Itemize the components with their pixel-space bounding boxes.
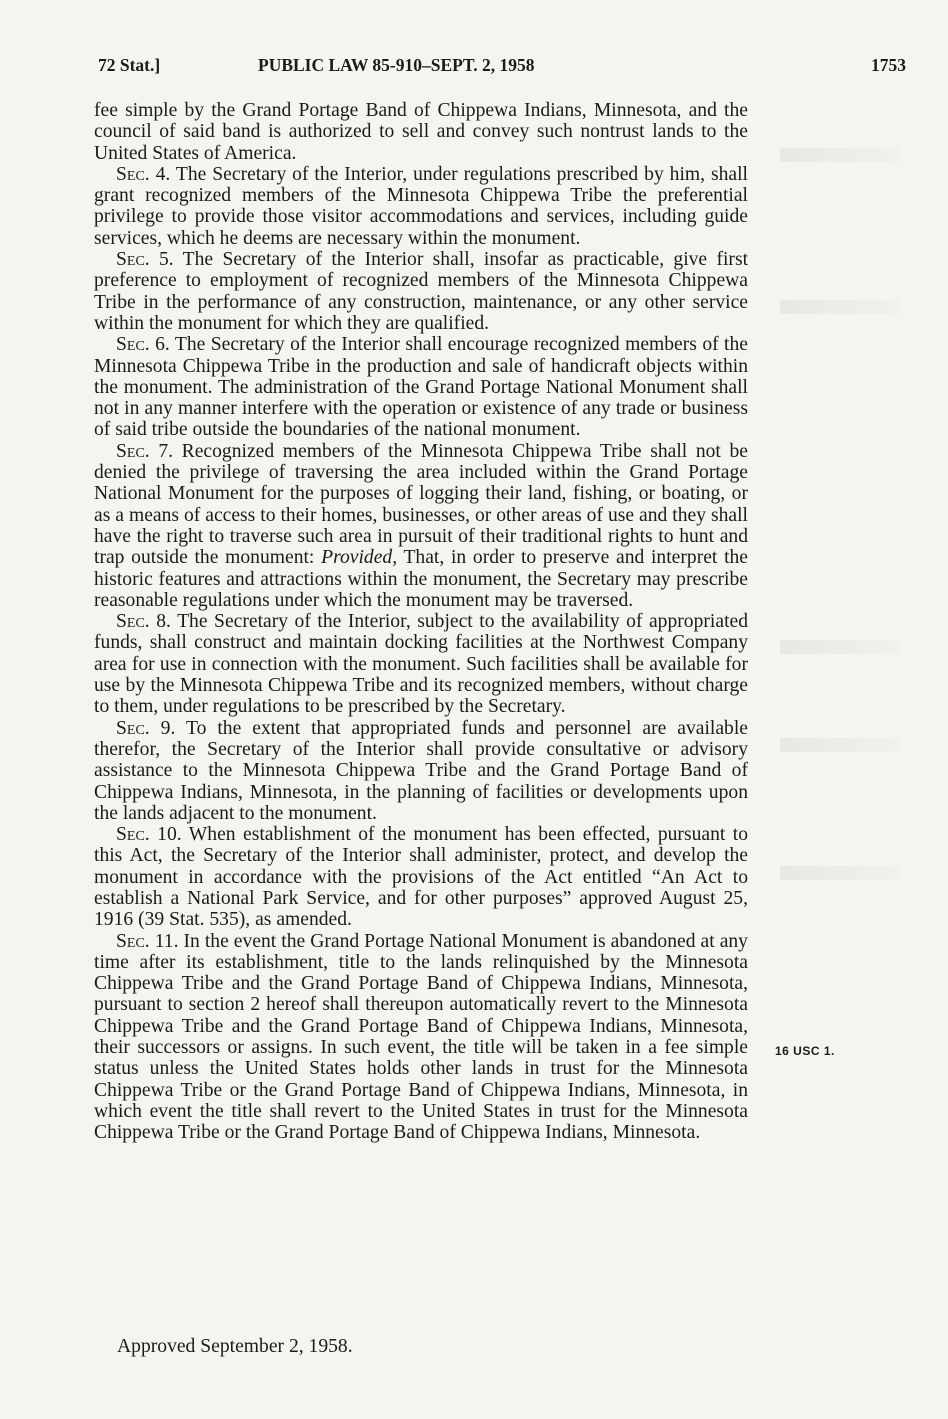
header-volume: 72 Stat.] [98,55,161,75]
faint-margin-bleed [780,640,900,654]
section-6: Sec. 6. The Secretary of the Interior shall encourage recognized members of the Minnesota Chippewa Tribe in the production and sale of handicraft objects within the monument. The administration of the Grand Portage National Monument shall not in any manner interfere with the operation or existence of any trade or business of said tribe outside the boundaries of the national monument. [94,334,748,441]
section-11: Sec. 11. In the event the Grand Portage National Monument is abandoned at any time after its establishment, title to the lands relinquished by the Minnesota Chippewa Tribe and the Grand Portage Band of Chippewa Indians, Minnesota, pursuant to section 2 hereof shall thereupon automatically revert to the Minnesota Chippewa Tribe and the Grand Portage Band of Chippewa Indians, Minnesota, their successors or assigns. In such event, the title will be taken in a fee simple status unless the United States holds other lands in trust for the Minnesota Chippewa Tribe or the Grand Portage Band of Chippewa Indians, Minnesota, in which event the title shall revert to the United States in trust for the Minnesota Chippewa Tribe or the Grand Portage Band of Chippewa Indians, Minnesota. [94,930,748,1144]
section-4: Sec. 4. The Secretary of the Interior, under regulations prescribed by him, shall grant recognized members of the Minnesota Chippewa Tribe the preferential privilege to provide those visitor accommodations and services, including guide services, which he deems are necessary within the monument. [94,163,748,249]
faint-margin-bleed [780,148,900,162]
section-10: Sec. 10. When establishment of the monument has been effected, pursuant to this Act, the Secretary of the Interior shall administer, protect, and develop the monument in accordance with the provisions of the Act entitled “An Act to establish a National Park Service, and for other purposes” approved August 25, 1916 (39 Stat. 535), as amended. [94,824,749,931]
page-header [98,55,906,85]
section-8: Sec. 8. The Secretary of the Interior, subject to the availability of appropriated funds, shall construct and maintain docking facilities at the Northwest Company area for use in connection with the monument. Such facilities shall be available for use by the Minnesota Chippewa Tribe and its recognized members, without charge to them, under regulations to be prescribed by the Secretary. [94,611,749,718]
section-label: Sec. 7. [116,440,174,462]
section-5: Sec. 5. The Secretary of the Interior shall, insofar as practicable, give first preference to employment of recognized members of the Minnesota Chippewa Tribe in the performance of any construction, maintenance, or any other service within the monument for which they are qualified. [94,249,749,334]
section-7: Sec. 7. Recognized members of the Minnesota Chippewa Tribe shall not be denied the privilege of traversing the area included within the Grand Portage National Monument for the purposes of logging their land, fishing, or boating, or as a means of access to their homes, businesses, or other areas of use and they shall have the right to traverse such area in pursuit of their traditional rights to hunt and trap outside the monument: Provided, That, in order to preserve and interpret the historic features and attractions within the monument, the Secretary may prescribe reasonable regulations under which the monument may be traversed. [94,440,749,611]
section-label: Sec. 5. [116,249,174,271]
section-label: Sec. 9. [116,717,176,739]
section-9: Sec. 9. To the extent that appropriated funds and personnel are available therefor, the Secretary of the Interior shall provide consultative or advisory assistance to the Minnesota Chippewa Tribe and the Grand Portage Band of Chippewa Indians, Minnesota, in the planning of facilities or developments upon the lands adjacent to the monument. [94,717,748,824]
section-label: Sec. 4. [116,163,171,185]
section-label: Sec. 8. [116,611,171,633]
faint-margin-bleed [780,300,900,314]
header-title: PUBLIC LAW 85-910–SEPT. 2, 1958 [258,55,535,75]
approval-date: Approved September 2, 1958. [117,1336,353,1357]
faint-margin-bleed [780,866,900,880]
paragraph-continuation: fee simple by the Grand Portage Band of Chippewa Indians, Minnesota, and the council of said band is authorized to sell and convey such nontrust lands to the United States of America. [94,100,748,164]
faint-margin-bleed [780,738,900,752]
section-label: Sec. 10. [116,824,182,846]
proviso-italic: Provided, [321,547,398,569]
page-number: 1753 [871,55,906,75]
body-text [94,100,748,1144]
section-label: Sec. 6. [116,334,170,356]
margin-citation: 16 USC 1. [775,1044,835,1058]
section-label: Sec. 11. [116,930,179,952]
